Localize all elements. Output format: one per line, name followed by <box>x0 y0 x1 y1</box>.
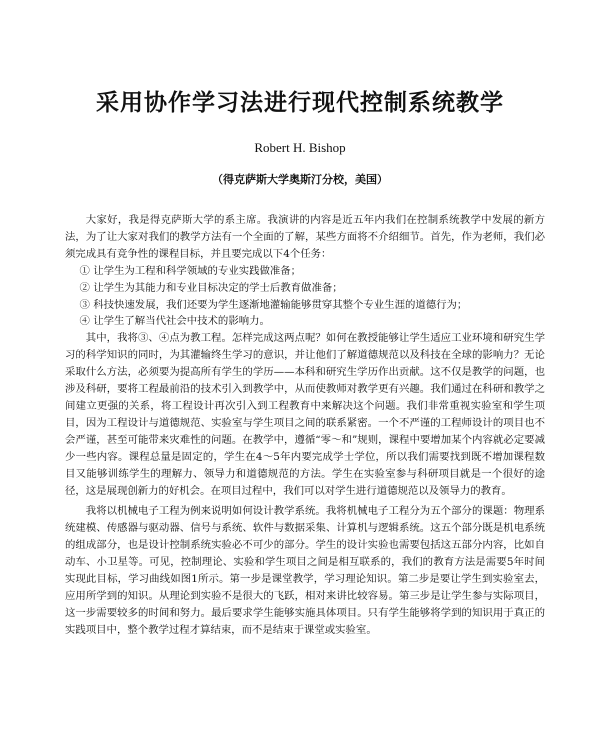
task-item: ① 让学生为工程和科学领域的专业实践做准备； <box>79 264 302 277</box>
author-affiliation: （得克萨斯大学奥斯汀分校，美国） <box>212 173 388 186</box>
body-paragraph: 其中，我将③、④点为教工程。怎样完成这两点呢？如何在教授能够让学生适应工业环境和研究生学习的科学知识的同时，为其灌输终生学习的意识，并让他们了解道德规范以及科技在全球的影响力？无论采取什么方法，必须要为提高所有学生的学历——本科和研究生学历作出贡献。这不仅是教学的问题，也涉及科研，要将工程最前沿的技术引入到教学中，从而使教师对教学更有兴趣。我们通过在科研和教学之间建立更强的关系，将工程设计再次引入到工程教育中来解决这个问题。我们非常重视实验室和学生项目，因为工程设计与道德规范、实验室与学生项目之间的联系紧密。一个不严谨的工程师设计的项目也不会严谨，甚至可能带来灾难性的问题。在教学中，遵循“零～和”规则，课程中要增加某个内容就必定要减少一些内容。课程总量是固定的，学生在4～5年内要完成学士学位，所以我们需要找到既不增加课程数目又能够训练学生的理解力、领导力和道德规范的方法。学生在实验室参与科研项目就是一个很好的途径，这是展现创新力的好机会。在项目过程中，我们可以对学生进行道德规范以及领导力的教育。 <box>65 332 545 497</box>
task-item: ④ 让学生了解当代社会中技术的影响力。 <box>79 315 270 328</box>
body-paragraph: 我将以机械电子工程为例来说明如何设计教学系统。我将机械电子工程分为五个部分的课题：物理系统建模、传感器与驱动器、信号与系统、软件与数据采集、计算机与逻辑系统。这五个部分既是机电系统的组成部分，也是设计控制系统实验必不可少的部分。学生的设计实验也需要包括这五部分内容，比如自动车、小卫星等。可见，控制理论、实验和学生项目之间是相互联系的，我们的教育方法是需要5年时间实现此目标，学习曲线如图1所示。第一步是课堂教学，学习理论知识。第二步是要让学生到实验室去，应用所学到的知识。从理论到实验不是很大的飞跃，相对来讲比较容易。第三步是让学生参与实际项目，这一步需要较多的时间和努力。最后要求学生能够实施具体项目。只有学生能够将学到的知识用于真正的实践项目中，整个教学过程才算结束，而不是结束于课堂或实验室。 <box>65 505 545 636</box>
body-paragraph: 大家好，我是得克萨斯大学的系主席。我演讲的内容是近五年内我们在控制系统教学中发展的新方法，为了让大家对我们的教学方法有一个全面的了解，某些方面将不介绍细节。首先，作为老师，我们必须完成具有竞争性的课程目标，并且要完成以下4个任务： <box>65 214 545 260</box>
task-item: ② 让学生为其能力和专业目标决定的学士后教育做准备； <box>79 281 343 294</box>
author-name: Robert H. Bishop <box>254 140 346 155</box>
paper-title: 采用协作学习法进行现代控制系统教学 <box>96 90 504 116</box>
task-item: ③ 科技快速发展，我们还要为学生逐渐地灌输能够贯穿其整个专业生涯的道德行为； <box>79 298 468 311</box>
paper-body <box>65 212 545 639</box>
